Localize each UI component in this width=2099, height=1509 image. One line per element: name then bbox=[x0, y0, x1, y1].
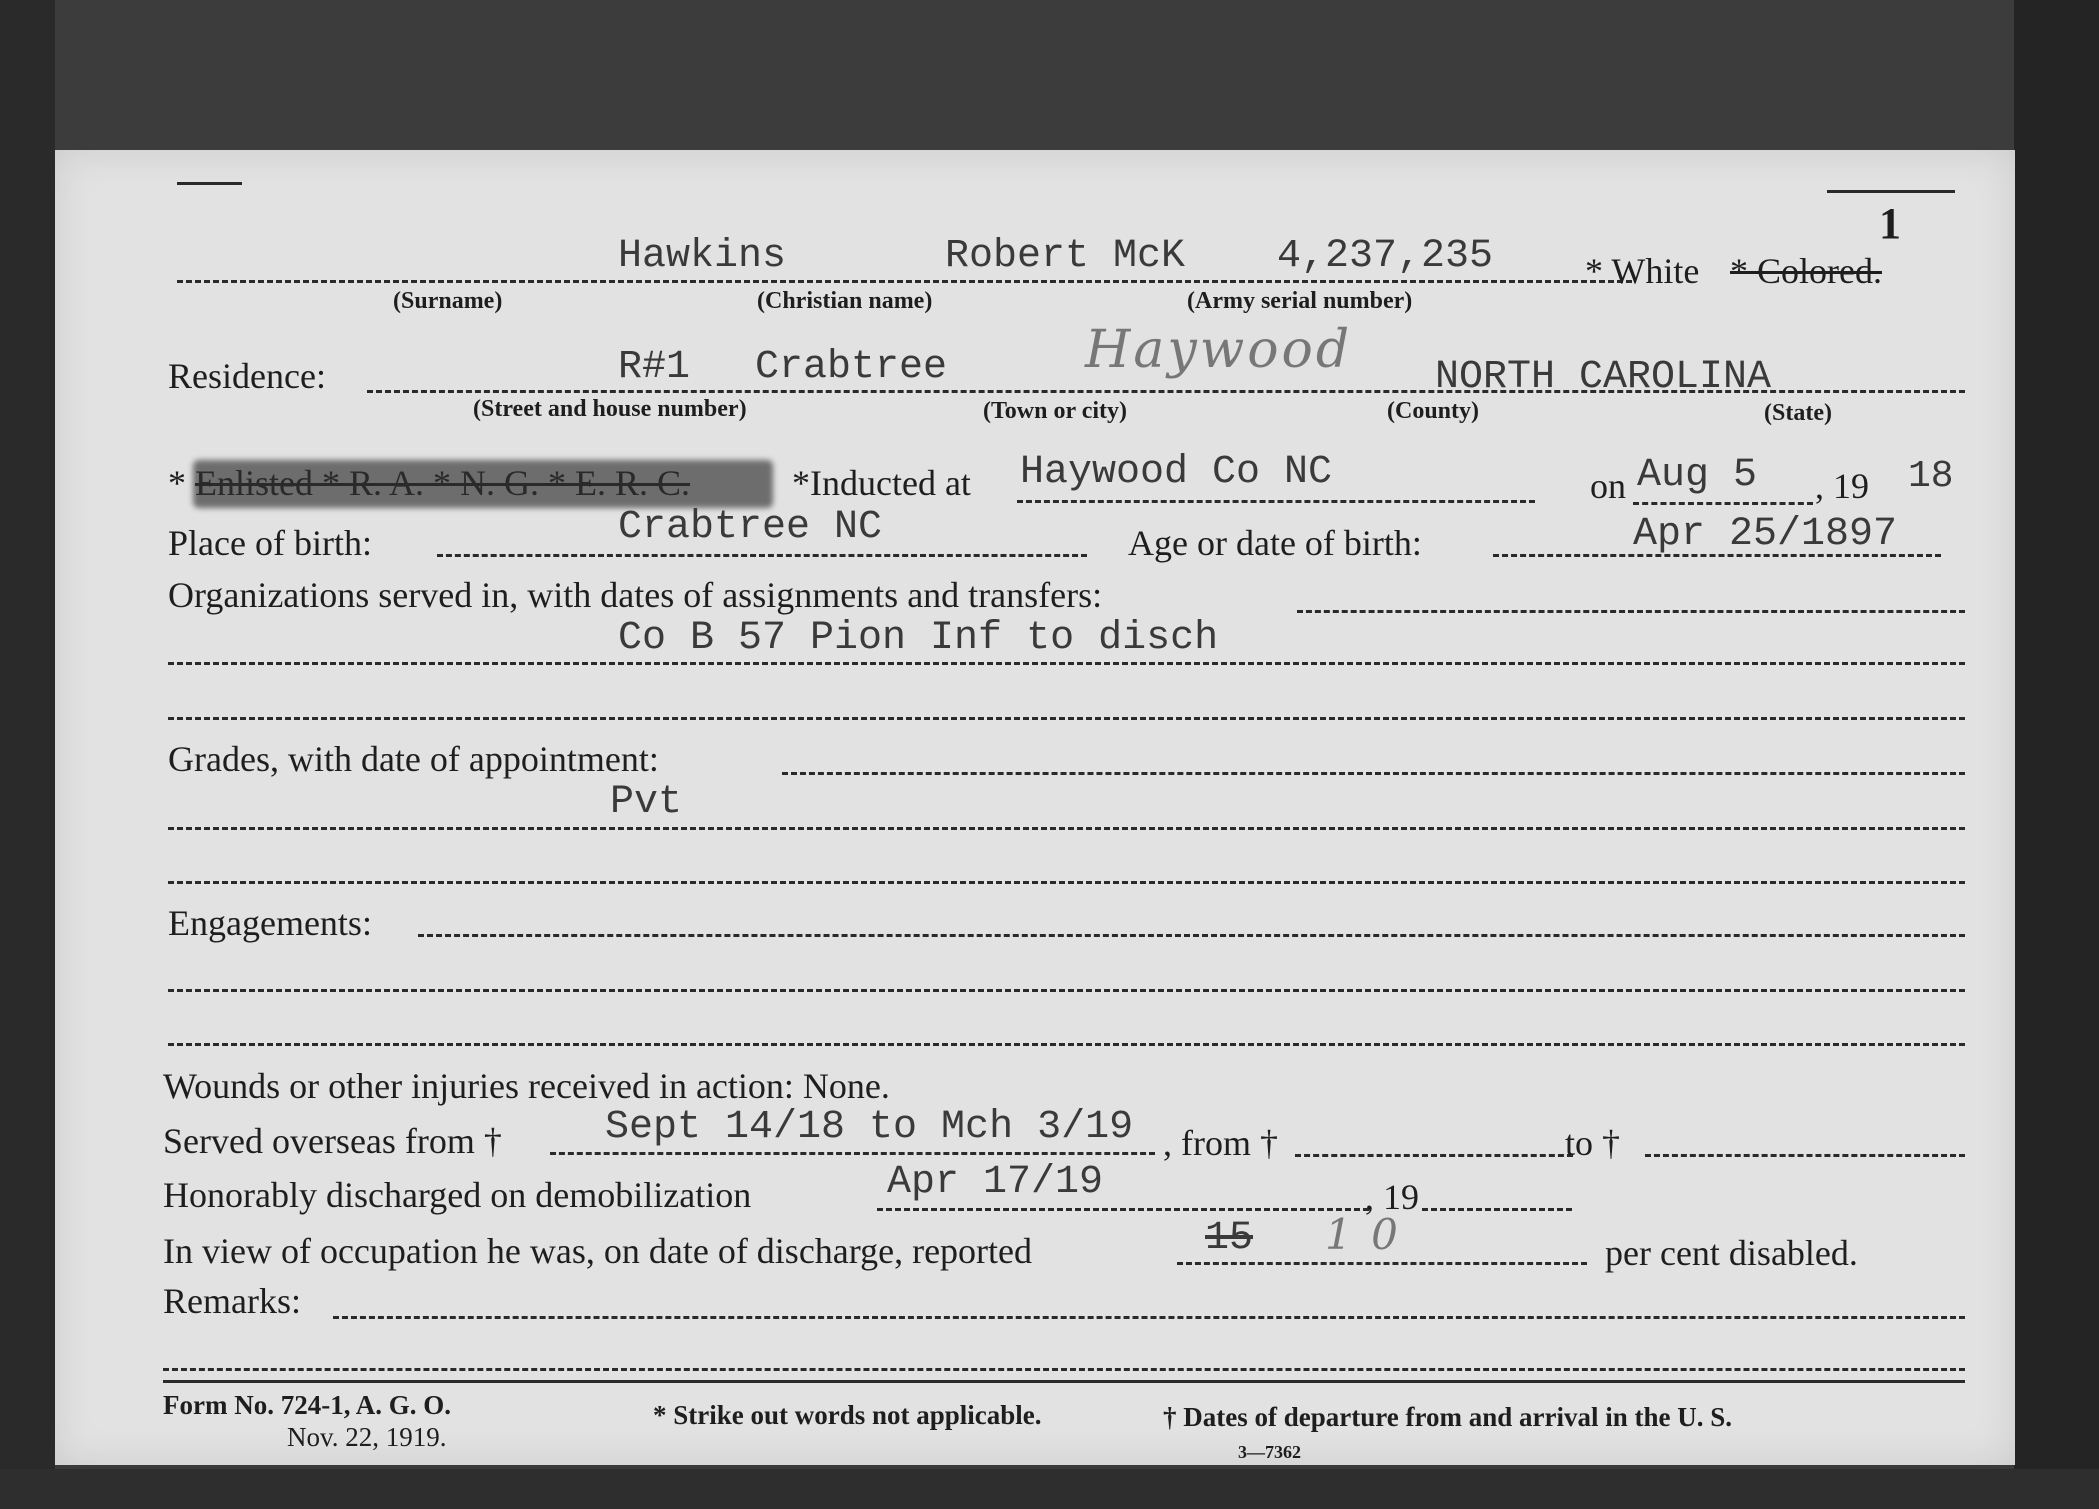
discharge-year-label: , 19 bbox=[1365, 1177, 1419, 1217]
inducted-label: *Inducted at bbox=[792, 463, 971, 503]
print-code: 3—7362 bbox=[1238, 1442, 1301, 1462]
background-right bbox=[2014, 0, 2099, 1509]
organizations-line-1 bbox=[1297, 610, 1965, 613]
footer-rule bbox=[163, 1380, 1965, 1383]
top-right-rule bbox=[1827, 190, 1955, 193]
grades-line-2 bbox=[168, 827, 1965, 830]
birthplace-label: Place of birth: bbox=[168, 523, 372, 563]
birthplace-line bbox=[437, 554, 1087, 557]
residence-street-value: R#1 bbox=[618, 345, 691, 390]
christian-name-value: Robert McK bbox=[945, 234, 1186, 279]
card-number: 1 bbox=[1879, 199, 1901, 248]
background-bottom bbox=[0, 1469, 2099, 1509]
engagements-line-1 bbox=[418, 934, 1965, 937]
remarks-line-1 bbox=[333, 1316, 1965, 1319]
overseas-value: Sept 14/18 to Mch 3/19 bbox=[605, 1105, 1134, 1150]
occupation-label: In view of occupation he was, on date of discharge, reported bbox=[163, 1231, 1033, 1271]
discharge-date-value: Apr 17/19 bbox=[887, 1160, 1104, 1205]
wounds-label: Wounds or other injuries received in action: None. bbox=[163, 1066, 890, 1106]
age-label: Age or date of birth: bbox=[1128, 523, 1422, 563]
remarks-line-2 bbox=[163, 1368, 1965, 1371]
organizations-value: Co B 57 Pion Inf to disch bbox=[618, 616, 1219, 661]
engagements-line-3 bbox=[168, 1043, 1965, 1046]
background-top bbox=[0, 0, 2099, 150]
name-line bbox=[177, 280, 1632, 283]
grades-label: Grades, with date of appointment: bbox=[168, 739, 659, 779]
induction-date-line bbox=[1633, 502, 1813, 505]
race-colored-struck: * Colored. bbox=[1730, 251, 1882, 291]
caption-state: (State) bbox=[1764, 400, 1832, 426]
caption-christian-name: (Christian name) bbox=[757, 288, 933, 314]
service-record-card bbox=[55, 150, 2015, 1465]
organizations-label: Organizations served in, with dates of assignments and transfers: bbox=[168, 575, 1103, 615]
organizations-line-3 bbox=[168, 717, 1965, 720]
disability-line bbox=[1177, 1262, 1587, 1265]
caption-county: (County) bbox=[1387, 398, 1480, 424]
caption-town: (Town or city) bbox=[983, 398, 1127, 424]
form-number: Form No. 724-1, A. G. O. bbox=[163, 1390, 451, 1420]
caption-serial-number: (Army serial number) bbox=[1187, 288, 1413, 314]
overseas-to-line bbox=[1645, 1154, 1965, 1157]
discharge-year-line bbox=[1422, 1208, 1572, 1211]
engagements-line-2 bbox=[168, 989, 1965, 992]
grades-line-1 bbox=[782, 772, 1965, 775]
overseas-to-label: to † bbox=[1565, 1123, 1621, 1163]
induction-date-value: Aug 5 bbox=[1637, 453, 1758, 498]
overseas-label: Served overseas from † bbox=[163, 1121, 502, 1161]
induction-year-value: 18 bbox=[1908, 455, 1954, 498]
year-prefix: , 19 bbox=[1815, 466, 1869, 506]
birthplace-value: Crabtree NC bbox=[618, 505, 883, 550]
caption-surname: (Surname) bbox=[393, 288, 503, 314]
organizations-line-2 bbox=[168, 662, 1965, 665]
residence-state-value: NORTH CAROLINA bbox=[1435, 355, 1772, 400]
background-left bbox=[0, 0, 55, 1509]
on-label: on bbox=[1590, 466, 1626, 506]
surname-value: Hawkins bbox=[618, 234, 787, 279]
dates-note: † Dates of departure from and arrival in the U. S. bbox=[1163, 1402, 1732, 1432]
enlisted-struck: Enlisted * R. A. * N. G. * E. R. C. bbox=[195, 463, 691, 503]
enlisted-asterisk: * bbox=[168, 463, 186, 503]
discharge-line bbox=[877, 1208, 1369, 1211]
race-white: * White bbox=[1585, 251, 1700, 291]
residence-county-handwritten: Haywood bbox=[1085, 320, 1353, 380]
grades-value: Pvt bbox=[610, 780, 683, 825]
birth-date-value: Apr 25/1897 bbox=[1633, 512, 1898, 557]
caption-street: (Street and house number) bbox=[473, 396, 747, 422]
form-date: Nov. 22, 1919. bbox=[287, 1422, 447, 1452]
serial-number-value: 4,237,235 bbox=[1277, 234, 1494, 279]
residence-town-value: Crabtree bbox=[755, 345, 948, 390]
top-left-rule bbox=[177, 182, 242, 185]
inducted-line bbox=[1017, 500, 1535, 503]
overseas-from-line bbox=[1295, 1154, 1573, 1157]
grades-line-3 bbox=[168, 881, 1965, 884]
discharge-label: Honorably discharged on demobilization bbox=[163, 1175, 752, 1215]
disabled-label: per cent disabled. bbox=[1605, 1233, 1858, 1273]
engagements-label: Engagements: bbox=[168, 903, 372, 943]
overseas-from-label: , from † bbox=[1163, 1123, 1278, 1163]
strike-out-note: * Strike out words not applicable. bbox=[653, 1400, 1042, 1430]
disability-value-struck: 15 bbox=[1205, 1216, 1254, 1261]
disability-handwritten: 1 0 bbox=[1325, 1210, 1401, 1259]
remarks-label: Remarks: bbox=[163, 1281, 301, 1321]
overseas-line bbox=[550, 1152, 1155, 1155]
inducted-place-value: Haywood Co NC bbox=[1020, 450, 1333, 495]
residence-label: Residence: bbox=[168, 356, 326, 396]
